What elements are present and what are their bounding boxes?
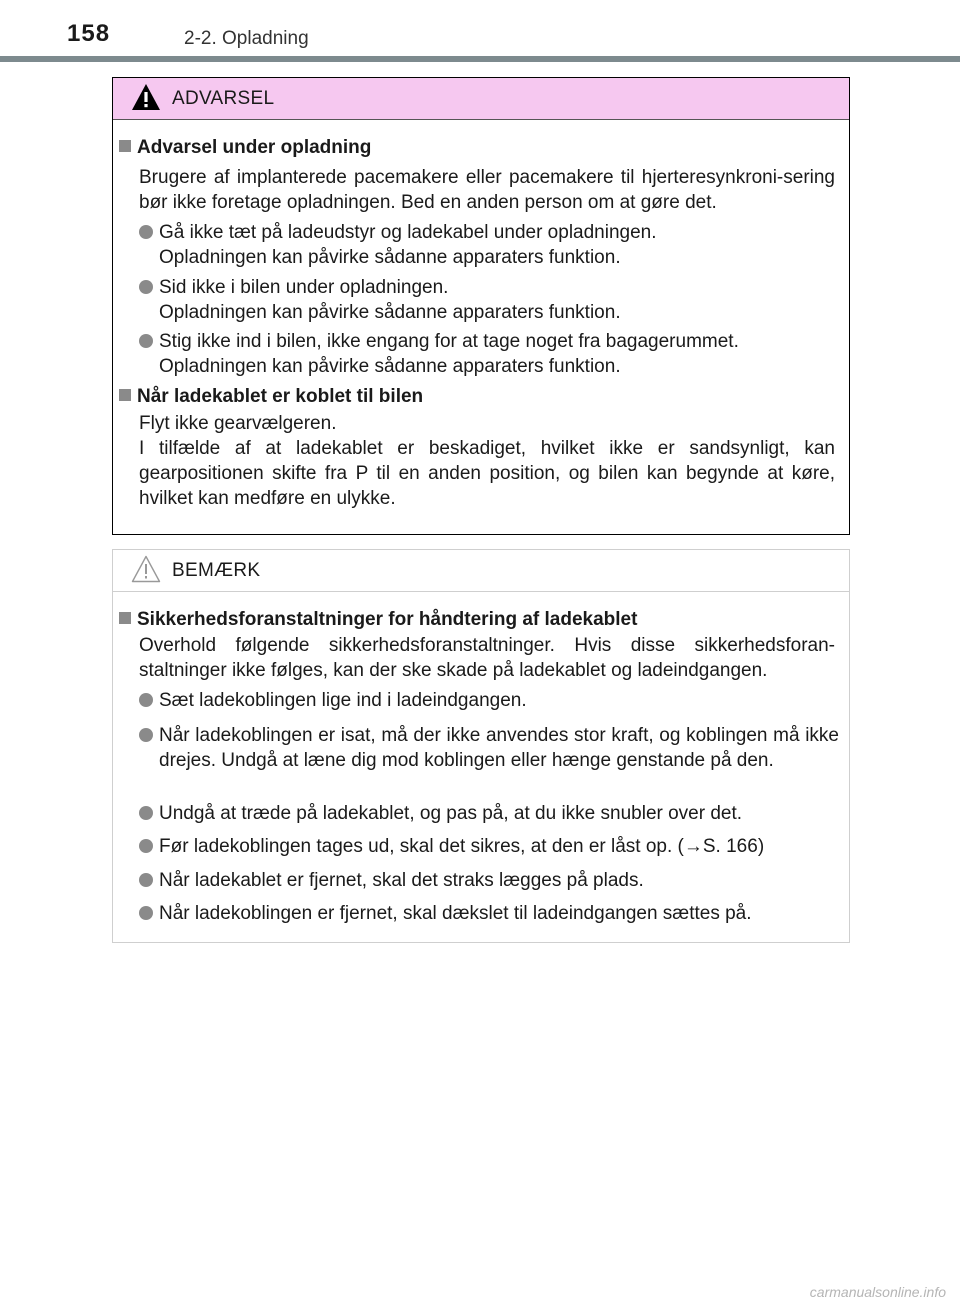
caution-triangle-icon bbox=[131, 555, 161, 583]
note-bullet: Før ladekoblingen tages ud, skal det sikres, at den er låst op. (→S. 166) bbox=[139, 834, 839, 859]
warning-box bbox=[112, 77, 850, 535]
warning-bullet: Stig ikke ind i bilen, ikke engang for at tage noget fra bagagerummet. Opladningen kan påvirke sådanne apparaters funktion. bbox=[139, 329, 839, 379]
warning-triangle-icon bbox=[131, 83, 161, 111]
note-bullet: Når ladekoblingen er isat, må der ikke anvendes stor kraft, og koblingen må ikke drejes. Undgå at læne dig mod koblingen eller hænge genstande på den. bbox=[139, 723, 839, 773]
square-bullet-icon bbox=[119, 140, 131, 152]
bullet-dot-icon bbox=[139, 225, 153, 239]
page-number: 158 bbox=[67, 20, 111, 47]
bullet-dot-icon bbox=[139, 280, 153, 294]
note-bullet: Undgå at træde på ladekablet, og pas på, at du ikke snubler over det. bbox=[139, 801, 839, 826]
note-item-heading: Sikkerhedsforanstaltninger for håndtering af ladekablet bbox=[119, 607, 637, 632]
warning-title: ADVARSEL bbox=[172, 88, 275, 109]
bullet-dot-icon bbox=[139, 873, 153, 887]
warning-bullet: Sid ikke i bilen under opladningen. Opladningen kan påvirke sådanne apparaters funktion. bbox=[139, 275, 839, 325]
warning-bullet: Gå ikke tæt på ladeudstyr og ladekabel under opladningen. Opladningen kan påvirke sådanne apparaters funktion. bbox=[139, 220, 839, 270]
note-bullet: Når ladekoblingen er fjernet, skal dækslet til ladeindgangen sættes på. bbox=[139, 901, 839, 926]
square-bullet-icon bbox=[119, 389, 131, 401]
note-box bbox=[112, 549, 850, 943]
warning-paragraph: Flyt ikke gearvælgeren. I tilfælde af at ladekablet er beskadiget, hvilket ikke er sandsynligt, kan gearpositionen skifte fra P til en anden position, og bilen kan begynde at køre, hvilket kan medføre en ulykke. bbox=[139, 413, 835, 509]
page-header bbox=[0, 0, 960, 60]
bullet-dot-icon bbox=[139, 906, 153, 920]
bullet-dot-icon bbox=[139, 806, 153, 820]
header-rule bbox=[0, 56, 960, 62]
warning-item-heading: Advarsel under opladning bbox=[119, 135, 371, 160]
note-title: BEMÆRK bbox=[172, 560, 261, 581]
bullet-dot-icon bbox=[139, 839, 153, 853]
note-box-header bbox=[113, 550, 849, 592]
bullet-dot-icon bbox=[139, 728, 153, 742]
note-paragraph: Overhold følgende sikkerhedsforanstaltninger. Hvis disse sikkerhedsforan-staltninger ikke følges, kan der ske skade på ladekablet og ladeindgangen. bbox=[139, 635, 835, 681]
note-bullet: Sæt ladekoblingen lige ind i ladeindgangen. bbox=[139, 688, 839, 713]
watermark: carmanualsonline.info bbox=[809, 1284, 946, 1300]
section-title: 2-2. Opladning bbox=[184, 28, 309, 49]
square-bullet-icon bbox=[119, 612, 131, 624]
warning-item-heading: Når ladekablet er koblet til bilen bbox=[119, 384, 423, 409]
warning-paragraph: Brugere af implanterede pacemakere eller pacemakere til hjerteresynkroni-sering bør ikke foretage opladningen. Bed en anden person om at gøre det. bbox=[139, 167, 835, 213]
warning-box-header bbox=[113, 78, 849, 120]
note-bullet: Når ladekablet er fjernet, skal det straks lægges på plads. bbox=[139, 868, 839, 893]
bullet-dot-icon bbox=[139, 693, 153, 707]
bullet-dot-icon bbox=[139, 334, 153, 348]
